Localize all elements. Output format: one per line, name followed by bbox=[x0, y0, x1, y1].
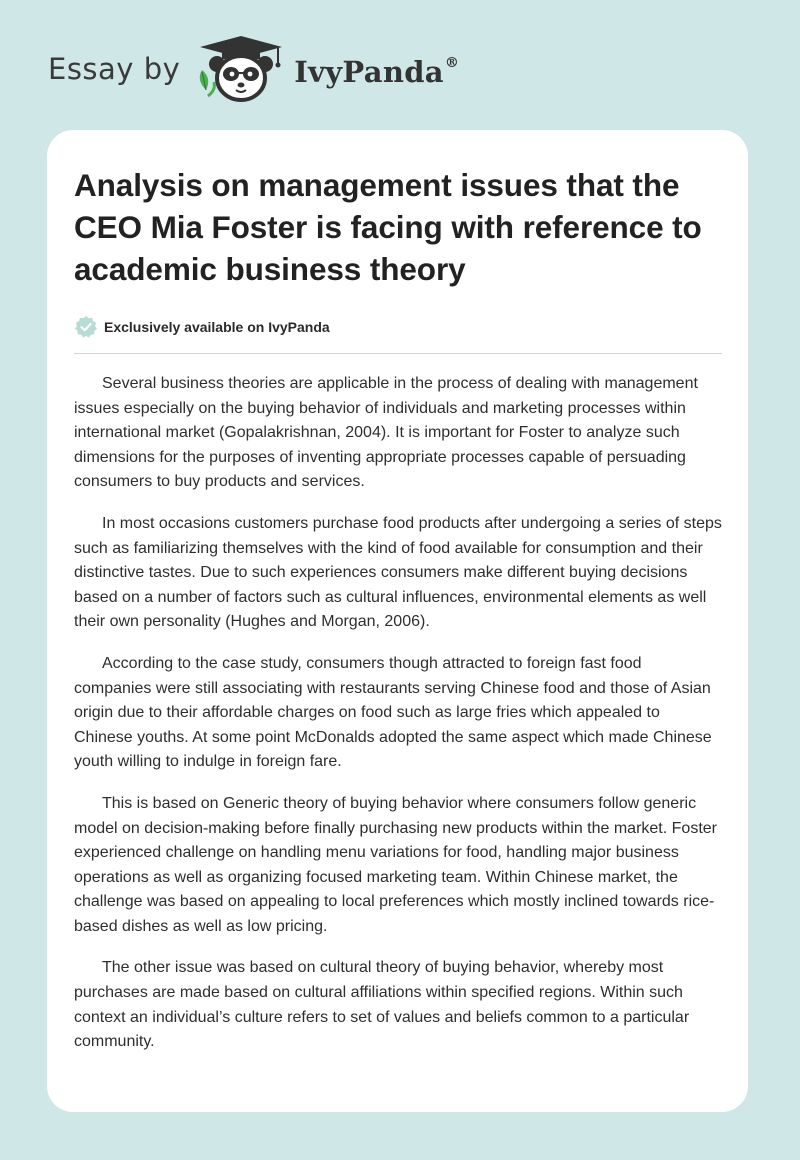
paragraph: Several business theories are applicable in the process of dealing with management issues especially on the buying behavior of individuals and marketing processes within international market (Gopalakrishnan, 2004). It is important for Foster to analyze such dimensions for the purposes of inventing appropriate processes capable of persuading consumers to buy products and services. bbox=[74, 375, 698, 491]
exclusive-badge bbox=[74, 315, 722, 339]
brand-name: IvyPanda® bbox=[294, 55, 460, 89]
paragraph: This is based on Generic theory of buying behavior where consumers follow generic model on decision-making before finally purchasing new products within the market. Foster experienced challenge on handling menu variations for food, handling major business operations as well as organizing focused marketing team. Within Chinese market, the challenge was based on appealing to local preferences which mostly inclined towards rice-based dishes as well as low pricing. bbox=[74, 794, 717, 935]
registered-mark: ® bbox=[444, 55, 460, 71]
panda-graduate-icon bbox=[192, 34, 290, 106]
brand-prefix: Essay by bbox=[48, 52, 181, 86]
article-body bbox=[74, 372, 722, 1055]
paragraph: According to the case study, consumers though attracted to foreign fast food companies were still associating with restaurants serving Chinese food and those of Asian origin due to their affordable charges on food such as large fries which appealed to Chinese youths. At some point McDonalds adopted the same aspect which made Chinese youth willing to indulge in foreign fare. bbox=[74, 654, 712, 771]
paragraph: The other issue was based on cultural theory of buying behavior, whereby most purchases are made based on cultural affiliations within specified regions. Within such context an individual’s culture refers to set of values and beliefs common to a particular community. bbox=[74, 959, 690, 1051]
badge-label: Exclusively available on IvyPanda bbox=[104, 319, 330, 335]
article-card bbox=[47, 130, 748, 1112]
site-brand[interactable] bbox=[48, 34, 459, 106]
title-divider bbox=[74, 353, 722, 354]
check-badge-icon bbox=[74, 315, 98, 339]
paragraph: In most occasions customers purchase food products after undergoing a series of steps such as familiarizing themselves with the kind of food available for consumption and their distinctive tastes. Due to such experiences consumers make different buying decisions based on a number of factors such as cultural influences, environmental elements as well their own personality (Hughes and Morgan, 2006). bbox=[74, 514, 722, 631]
article-title: Analysis on management issues that the CEO Mia Foster is facing with reference to academic business theory bbox=[74, 167, 702, 287]
